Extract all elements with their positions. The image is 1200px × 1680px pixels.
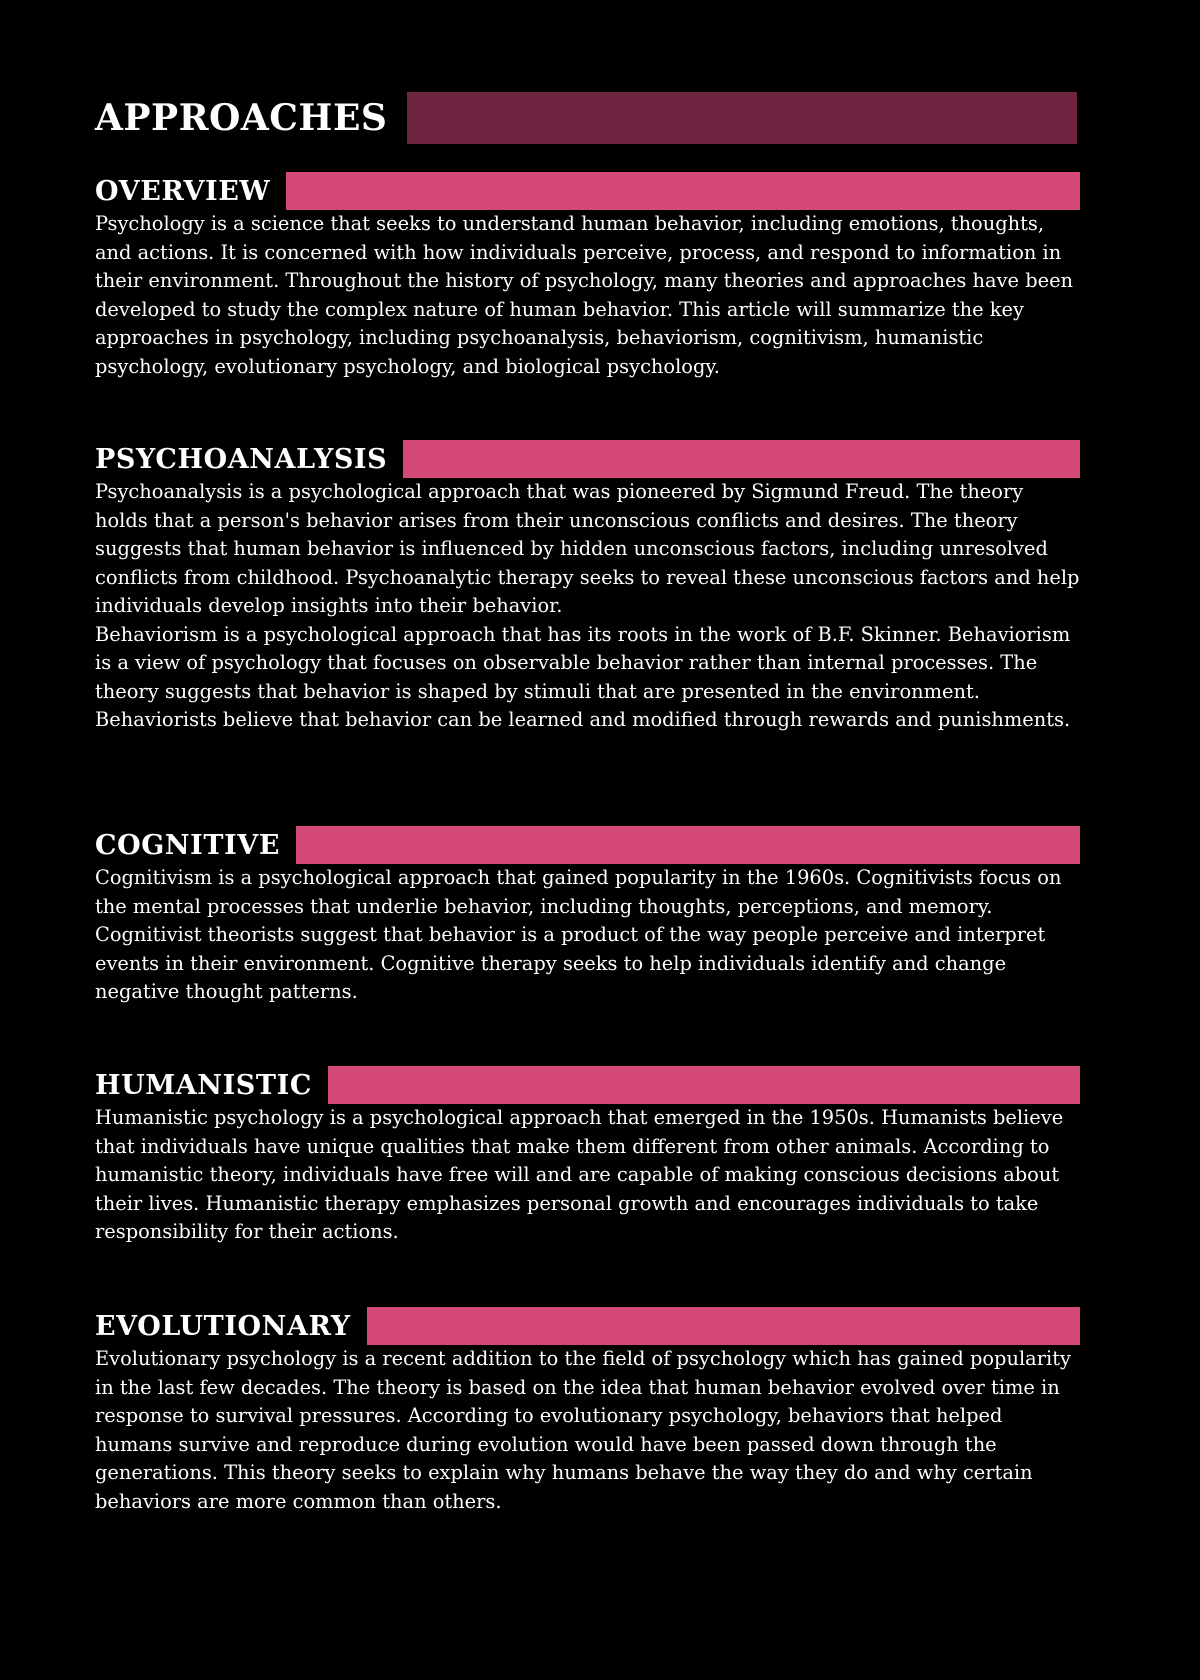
section-heading: HUMANISTIC [95,1069,312,1101]
section-header [95,1066,1080,1104]
section-body [95,478,1080,735]
page-title: APPROACHES [95,97,388,139]
section-accent-bar [328,1066,1080,1104]
section-accent-bar [286,172,1080,210]
section-header [95,172,1080,210]
section-header [95,826,1080,864]
section-header [95,1307,1080,1345]
document-page [95,0,1095,1680]
section-humanistic [95,1066,1080,1247]
section-heading: OVERVIEW [95,175,271,207]
section-accent-bar [296,826,1080,864]
section-heading: COGNITIVE [95,829,281,861]
section-body [95,210,1080,381]
section-psychoanalysis [95,440,1080,735]
section-header [95,440,1080,478]
section-body [95,864,1080,1007]
section-accent-bar [367,1307,1080,1345]
section-body [95,1345,1080,1516]
paragraph: Psychoanalysis is a psychological approach that was pioneered by Sigmund Freud. The theory holds that a person's behavior arises from their unconscious conflicts and desires. The theory suggests that human behavior is influenced by hidden unconscious factors, including unresolved conflicts from childhood. Psychoanalytic therapy seeks to reveal these unconscious factors and help individuals develop insights into their behavior. [95,480,1080,617]
title-accent-bar [407,92,1077,144]
section-heading: PSYCHOANALYSIS [95,443,388,475]
paragraph: Humanistic psychology is a psychological approach that emerged in the 1950s. Humanists believe that individuals have unique qualities that make them different from other animals. According to humanistic theory, individuals have free will and are capable of making conscious decisions about their lives. Humanistic therapy emphasizes personal growth and encourages individuals to take responsibility for their actions. [95,1106,1064,1243]
section-overview [95,172,1080,381]
paragraph: Behaviorism is a psychological approach that has its roots in the work of B.F. Skinner. Behaviorism is a view of psychology that focuses on observable behavior rather than internal processes. The theory suggests that behavior is shaped by stimuli that are presented in the environment. Behaviorists believe that behavior can be learned and modified through rewards and punishments. [95,622,1071,731]
paragraph: Cognitivism is a psychological approach that gained popularity in the 1960s. Cognitivists focus on the mental processes that underlie behavior, including thoughts, perceptions, and memory. Cognitivist theorists suggest that behavior is a product of the way people perceive and interpret events in their environment. Cognitive therapy seeks to help individuals identify and change negative thought patterns. [95,866,1062,1003]
section-cognitive [95,826,1080,1007]
section-heading: EVOLUTIONARY [95,1310,351,1342]
paragraph: Evolutionary psychology is a recent addition to the field of psychology which has gained popularity in the last few decades. The theory is based on the idea that human behavior evolved over time in response to survival pressures. According to evolutionary psychology, behaviors that helped humans survive and reproduce during evolution would have been passed down through the generations. This theory seeks to explain why humans behave the way they do and why certain behaviors are more common than others. [95,1347,1071,1513]
section-evolutionary [95,1307,1080,1516]
paragraph: Psychology is a science that seeks to understand human behavior, including emotions, thoughts, and actions. It is concerned with how individuals perceive, process, and respond to information in their environment. Throughout the history of psychology, many theories and approaches have been developed to study the complex nature of human behavior. This article will summarize the key approaches in psychology, including psychoanalysis, behaviorism, cognitivism, humanistic psychology, evolutionary psychology, and biological psychology. [95,212,1074,378]
page-title-row [95,90,1077,146]
section-accent-bar [403,440,1080,478]
section-body [95,1104,1080,1247]
